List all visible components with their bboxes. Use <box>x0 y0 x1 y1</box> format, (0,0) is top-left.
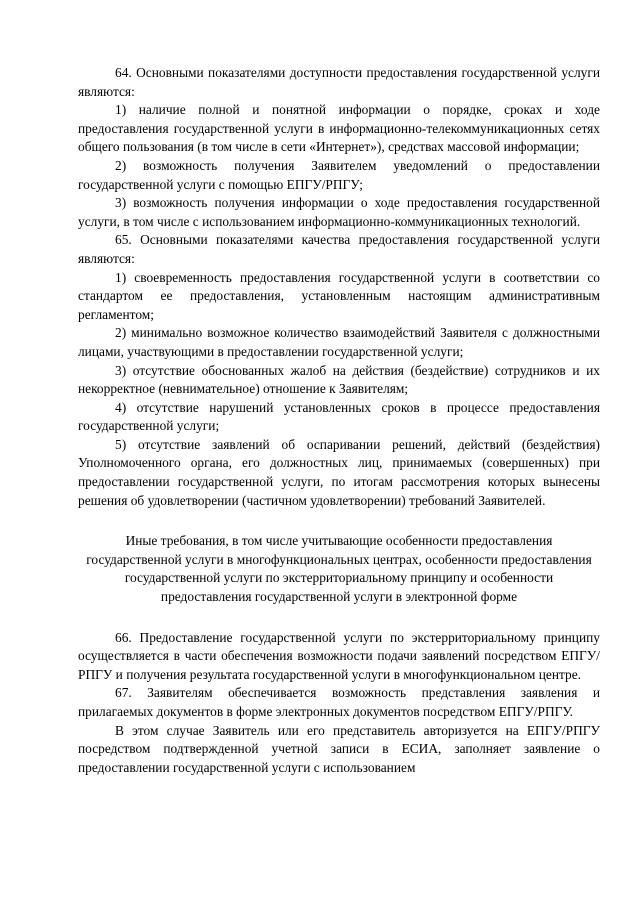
section-heading: Иные требования, в том числе учитывающие особенности предоставления государственной услуги в многофункциональных центрах, особенности предоставления государственной услуги по экстерриториальному принципу и особенности предоставления государственной услуги в электронной форме <box>86 533 592 605</box>
paragraph-64: 64. Основными показателями доступности предоставления государственной услуги являются: <box>78 65 600 99</box>
paragraph-65-item-4: 4) отсутствие нарушений установленных сроков в процессе предоставления государственной услуги; <box>78 399 600 434</box>
paragraph-65-item-5: 5) отсутствие заявлений об оспаривании решений, действий (бездействия) Уполномоченного органа, его должностных лиц, принимаемых (совершенных) при предоставлении государственной услуги, по итогам рассмотрения которых вынесены решения об удовлетворении (частичном удовлетворении) требований Заявителей. <box>78 436 600 508</box>
paragraph-64-item-2: 2) возможность получения Заявителем уведомлений о предоставлении государственной услуги с помощью ЕПГУ/РПГУ; <box>78 157 600 192</box>
paragraph-67: 67. Заявителям обеспечивается возможность представления заявления и прилагаемых документов в форме электронных документов посредством ЕПГУ/РПГУ. <box>78 685 600 719</box>
paragraph-65-item-3: 3) отсутствие обоснованных жалоб на действия (бездействие) сотрудников и их некорректное (невнимательное) отношение к Заявителям; <box>78 362 600 397</box>
paragraph-66: 66. Предоставление государственной услуги по экстерриториальному принципу осуществляется в части обеспечения возможности подачи заявлений посредством ЕПГУ/РПГУ и получения результата государственной услуги в многофункциональном центре. <box>78 629 600 682</box>
paragraph-65: 65. Основными показателями качества предоставления государственной услуги являются: <box>78 232 600 266</box>
paragraph-65-item-1: 1) своевременность предоставления государственной услуги в соответствии со стандартом ее предоставления, установленным настоящим административным регламентом; <box>78 269 600 322</box>
paragraph-67-continuation: В этом случае Заявитель или его представитель авторизуется на ЕПГУ/РПГУ посредством подтвержденной учетной записи в ЕСИА, заполняет заявление о предоставлении государственной услуги с использованием <box>78 722 600 775</box>
paragraph-65-item-2: 2) минимально возможное количество взаимодействий Заявителя с должностными лицами, участвующими в предоставлении государственной услуги; <box>78 325 600 359</box>
paragraph-64-item-3: 3) возможность получения информации о ходе предоставления государственной услуги, в том числе с использованием информационно-коммуникационных технологий. <box>78 195 600 229</box>
paragraph-64-item-1: 1) наличие полной и понятной информации о порядке, сроках и ходе предоставления государственной услуги в информационно-телекоммуникационных сетях общего пользования (в том числе в сети «Интернет»), средствах массовой информации; <box>78 102 600 155</box>
